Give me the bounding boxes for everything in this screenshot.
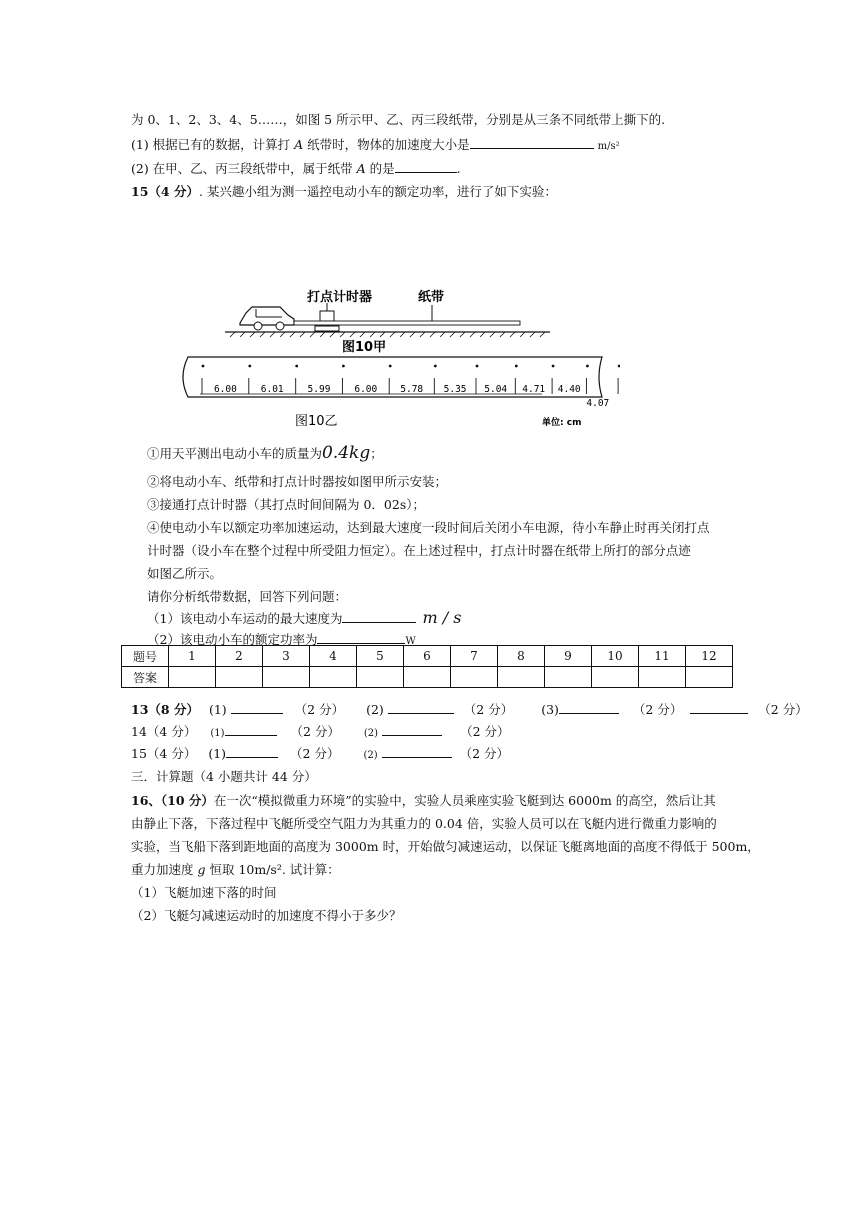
row-15-a-label: (1) — [208, 746, 227, 761]
table-cell-number: 10 — [592, 646, 639, 667]
q2-end: . — [456, 161, 461, 176]
row-15-a-blank[interactable] — [226, 745, 278, 758]
step-2: ②将电动小车、纸带和打点计时器按如图甲所示安装； — [147, 474, 448, 489]
table-cell-number: 9 — [545, 646, 592, 667]
tape-segment-label: 5.78 — [400, 384, 424, 395]
step-1-prefix: ①用天平测出电动小车的质量为 — [147, 446, 323, 461]
row-14-a-points: （2 分） — [290, 724, 340, 739]
tape-dot — [434, 365, 437, 368]
section-3-heading: 三．计算题（4 小题共计 44 分） — [131, 769, 317, 784]
table-cell-number: 7 — [451, 646, 498, 667]
tape-segment-label: 4.71 — [522, 384, 546, 395]
label-timer: 打点计时器 — [307, 290, 373, 305]
row-13-a-points: （2 分） — [294, 702, 345, 717]
row-head-number: 题号 — [122, 646, 169, 667]
table-cell-number: 8 — [498, 646, 545, 667]
q1-italic-a: A — [294, 137, 304, 152]
row-13-c-blank[interactable] — [559, 701, 619, 714]
q16-l4-suffix: 恒取 10m/s². 试计算： — [205, 862, 340, 877]
answer-cell[interactable] — [498, 667, 545, 688]
answer-1-line — [147, 608, 461, 627]
q16-line-3: 实验，当飞船下落到距地面的高度为 3000m 时，开始做匀减速运动，以保证飞艇离地面的高度不得低于 500m， — [131, 839, 760, 854]
q2-answer-blank[interactable] — [395, 160, 457, 173]
step-4-line-1: ④使电动小车以额定功率加速运动，达到最大速度一段时间后关闭小车电源，待小车静止时再关闭打点 — [147, 520, 710, 535]
row-14-b-points: （2 分） — [460, 724, 510, 739]
row-13-d-blank[interactable] — [690, 701, 748, 714]
tape-dot — [202, 365, 205, 368]
step-1 — [147, 443, 383, 463]
row-14-b-blank[interactable] — [382, 723, 442, 736]
answer-cell[interactable] — [451, 667, 498, 688]
tape-segment-label: 4.07 — [586, 398, 610, 409]
row-13-number: 13（8 分） — [131, 702, 199, 717]
q16-g: g — [197, 862, 206, 877]
answer-row-15 — [131, 744, 509, 762]
q16-sub-1: （1）飞艇加速下落的时间 — [131, 885, 277, 900]
step-3: ③接通打点计时器（其打点时间间隔为 0．02s）； — [147, 497, 425, 512]
q16-line-4 — [131, 860, 340, 878]
answer-cell[interactable] — [592, 667, 639, 688]
tape-segment-label: 5.04 — [484, 384, 508, 395]
answer-cell[interactable] — [404, 667, 451, 688]
rated-power-blank[interactable] — [317, 631, 405, 644]
answer-1-unit: m / s — [422, 608, 462, 627]
row-15-number: 15（4 分） — [131, 746, 197, 761]
tape-dot — [552, 365, 555, 368]
row-15-a-points: （2 分） — [290, 746, 340, 761]
table-cell-number: 1 — [169, 646, 216, 667]
q1-answer-blank[interactable] — [470, 136, 594, 149]
row-14-a-blank[interactable] — [225, 723, 277, 736]
figure-10a-apparatus — [225, 303, 550, 337]
row-head-answer: 答案 — [122, 667, 169, 688]
intro-question-1 — [131, 135, 620, 153]
q2-prefix: (2) 在甲、乙、丙三段纸带中，属于纸带 — [131, 161, 357, 176]
step-4-line-3: 如图乙所示。 — [147, 566, 223, 581]
q16-line-1 — [131, 791, 716, 809]
tape-segment-label: 6.00 — [354, 384, 378, 395]
figure-10 — [170, 285, 620, 435]
answer-row-13 — [131, 700, 808, 718]
answer-cell[interactable] — [216, 667, 263, 688]
row-13-b-blank[interactable] — [388, 701, 454, 714]
answer-row-14 — [131, 722, 510, 740]
label-tape: 纸带 — [418, 290, 445, 305]
answer-cell[interactable] — [545, 667, 592, 688]
step-1-suffix: ； — [370, 446, 383, 461]
row-14-a-label: (1) — [210, 728, 225, 739]
table-row-answers — [122, 667, 733, 688]
row-13-b-points: （2 分） — [463, 702, 514, 717]
step-1-mass: 0.4kg — [322, 443, 371, 463]
step-4-line-2: 计时器（设小车在整个过程中所受阻力恒定）。在上述过程中，打点计时器在纸带上所打的部分点迹 — [147, 543, 691, 558]
answer-1-prefix: （1）该电动小车运动的最大速度为 — [147, 611, 343, 626]
q2-italic-a: A — [356, 161, 366, 176]
row-13-c-points: （2 分） — [632, 702, 683, 717]
ask-line: 请你分析纸带数据，回答下列问题： — [147, 589, 348, 604]
row-13-b-label: (2) — [366, 702, 384, 717]
row-15-b-blank[interactable] — [382, 745, 452, 758]
table-cell-number: 2 — [216, 646, 263, 667]
q16-number: 16、（10 分） — [131, 793, 214, 808]
row-14-number: 14（4 分） — [131, 724, 197, 739]
intro-line-1: 为 0、1、2、3、4、5……，如图 5 所示甲、乙、丙三段纸带，分别是从三条不同纸带上撕下的. — [131, 112, 666, 127]
answer-cell[interactable] — [169, 667, 216, 688]
tape-dot — [618, 365, 620, 368]
row-13-a-blank[interactable] — [231, 701, 283, 714]
row-14-b-label: (2) — [363, 728, 379, 739]
tape-segment-label: 5.35 — [443, 384, 467, 395]
answer-cell[interactable] — [639, 667, 686, 688]
answer-cell[interactable] — [357, 667, 404, 688]
tape-dot — [342, 365, 345, 368]
tape-dot — [248, 365, 251, 368]
q1-unit: m/s² — [597, 141, 620, 152]
row-13-c-label: (3) — [541, 702, 559, 717]
q16-l4-prefix: 重力加速度 — [131, 862, 198, 877]
tape-dot — [515, 365, 518, 368]
q1-prefix: (1) 根据已有的数据，计算打 — [131, 137, 295, 152]
tape-segment-label: 6.01 — [260, 384, 284, 395]
table-row-numbers — [122, 646, 733, 667]
answer-cell[interactable] — [686, 667, 733, 688]
table-cell-number: 4 — [310, 646, 357, 667]
answer-table — [121, 645, 733, 688]
row-13-a-label: (1) — [208, 702, 227, 717]
q15-number: 15（4 分） — [131, 184, 199, 199]
q16-text-1: 在一次“模拟微重力环境”的实验中，实验人员乘座实验飞艇到达 6000m 的高空，然后让其 — [213, 793, 716, 808]
answer-cell[interactable] — [263, 667, 310, 688]
table-cell-number: 5 — [357, 646, 404, 667]
tape-dot — [295, 365, 298, 368]
q16-line-2: 由静止下落，下落过程中飞艇所受空气阻力为其重力的 0.04 倍，实验人员可以在飞艇内进行微重力影响的 — [131, 816, 717, 831]
caption-figure-10a: 图10甲 — [342, 340, 387, 355]
answer-2-prefix: （2）该电动小车的额定功率为 — [147, 632, 318, 647]
question-15-heading — [131, 182, 557, 200]
intro-question-2 — [131, 159, 461, 177]
answer-cell[interactable] — [310, 667, 357, 688]
tape-segment-label: 5.99 — [307, 384, 331, 395]
q15-text: . 某兴趣小组为测一遥控电动小车的额定功率，进行了如下实验： — [198, 184, 557, 199]
tape-dot — [476, 365, 479, 368]
q16-sub-2: （2）飞艇匀减速运动时的加速度不得小于多少？ — [131, 908, 402, 923]
table-cell-number: 6 — [404, 646, 451, 667]
table-cell-number: 3 — [263, 646, 310, 667]
unit-label: 单位: cm — [542, 418, 582, 428]
row-15-b-label: (2) — [363, 750, 378, 761]
row-13-d-points: （2 分） — [758, 702, 808, 717]
table-cell-number: 11 — [639, 646, 686, 667]
row-15-b-points: （2 分） — [459, 746, 510, 761]
tape-segment-label: 6.00 — [213, 384, 237, 395]
tape-segment-label: 4.40 — [557, 384, 581, 395]
tape-dot — [586, 365, 589, 368]
tape-dot — [389, 365, 392, 368]
answer-2-unit: W — [405, 636, 416, 647]
caption-figure-10b: 图10乙 — [295, 414, 338, 429]
q2-suffix: 的是 — [365, 161, 395, 176]
q1-suffix: 纸带时，物体的加速度大小是 — [303, 137, 470, 152]
table-cell-number: 12 — [686, 646, 733, 667]
max-speed-blank[interactable] — [342, 610, 416, 623]
